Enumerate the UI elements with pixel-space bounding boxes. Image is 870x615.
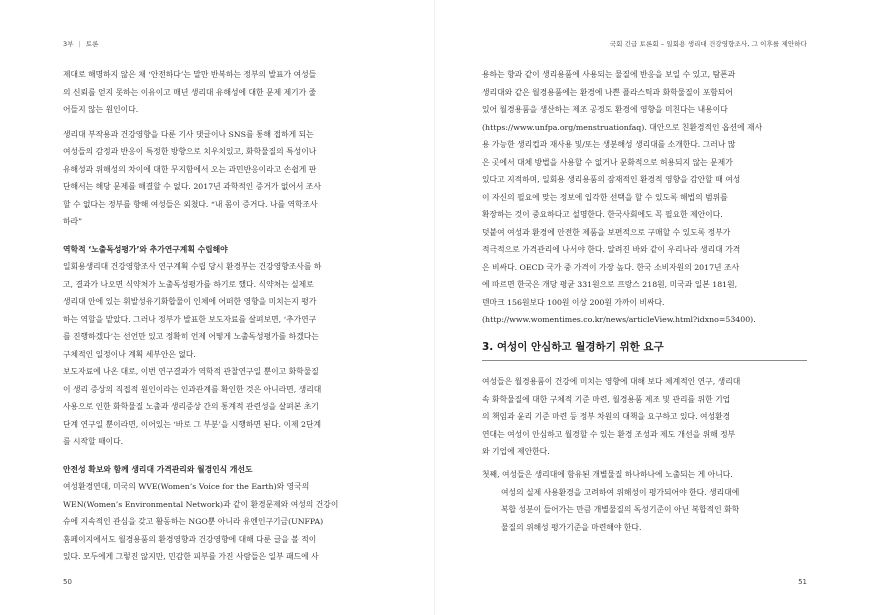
text-line: 여성들은 월경용품이 건강에 미치는 영향에 대해 보다 체계적인 연구, 생리대 (482, 377, 741, 386)
text-line: 속 화학물질에 대한 구체적 기준 마련, 월경용품 제조 및 관리를 위한 기업 (482, 394, 731, 404)
text-line: 복합 성분이 들어가는 만큼 개별물질의 독성기준이 아닌 복합적인 화학 (501, 505, 740, 514)
text-line: 있어 월경용품을 생산하는 제조 공정도 환경에 영향을 미친다는 내용이다 (482, 105, 728, 114)
text-line: 있다. 모두에게 그렇진 않지만, 민감한 피부를 가진 사람들은 일부 패드에 사 (63, 552, 319, 561)
text-line: 이 생리 증상의 직접적 원인이라는 인과관계를 확인한 것은 아니라면, 생리대 (63, 384, 322, 394)
text-line: 생리대 부작용과 건강영향을 다룬 기사 댓글이나 SNS를 통해 접하게 되는 (63, 129, 314, 139)
text-line: 여성환경연대, 미국의 WVE(Women’s Voice for the Earth)와 영국의 (63, 482, 310, 491)
text-line: 여성의 실제 사용환경을 고려하여 위해성이 평가되어야 한다. 생리대에 (501, 487, 740, 497)
text-line: 적극적으로 가격관리에 나서야 한다. 알려진 바와 같이 우리나라 생리대 가격 (482, 245, 741, 254)
heading-gap (63, 451, 388, 461)
text-line: 하는 역할을 맡았다. 그러나 정부가 발표한 보도자료를 살펴보면, ‘추가연구 (63, 314, 317, 324)
text-line: 용 가능한 생리컵과 재사용 및/또는 생분해성 생리대를 소개한다. 그러나 많 (482, 140, 736, 149)
text-line: 고, 결과가 나오면 식약처가 노출독성평가를 하기로 했다. 식약처는 실제로 (63, 279, 314, 289)
left-body-text (63, 66, 388, 566)
running-header-right: 국회 긴급 토론회 – 일회용 생리대 건강영향조사, 그 이후를 제안하다 (609, 40, 807, 48)
text-line: 어들지 않는 원인이다. (63, 105, 139, 114)
text-line: 용하는 향과 같이 생리용품에 사용되는 물질에 반응을 보일 수 있고, 탐폰과 (482, 70, 736, 79)
text-line: 생리대와 같은 월경용품에는 환경에 나쁜 플라스틱과 화학물질이 포함되어 (482, 87, 733, 97)
text-line: WEN(Women’s Environmental Network)과 같이 환경문제와 여성의 건강이 (63, 499, 339, 509)
text-line: 유해성과 위해성의 차이에 대한 무지함에서 오는 과민반응이라고 손쉽게 판 (63, 164, 317, 174)
text-line: 보도자료에 나온 대로, 이번 연구결과가 역학적 관찰연구일 뿐이고 화학물질 (63, 367, 319, 376)
running-header-left (63, 39, 99, 48)
text-line: 와 기업에 제안한다. (482, 447, 550, 456)
section-rule (482, 360, 807, 361)
text-line: 은 비싸다. OECD 국가 중 가격이 가장 높다. 한국 소비자원의 2017년 조사 (482, 262, 740, 272)
heading-gap (63, 231, 388, 241)
text-line: 연대는 여성이 안심하고 월경할 수 있는 환경 조성과 제도 개선을 위해 정부 (482, 429, 736, 439)
page-number-right: 51 (798, 578, 807, 586)
text-line: 제대로 해명하지 않은 채 ‘안전하다’는 말만 반복하는 정부의 발표가 여성들 (63, 70, 317, 79)
text-line: 사용으로 인한 화학물질 노출과 생리증상 간의 통계적 관련성을 살펴본 초기 (63, 402, 319, 411)
text-line: 생리대 안에 있는 휘발성유기화합물이 인체에 어떠한 영향을 미치는지 평가 (63, 297, 317, 306)
page-number-left: 50 (63, 578, 72, 586)
section-label: 토론 (85, 40, 99, 48)
section-title: 3. 여성이 안심하고 월경하기 위한 요구 (482, 341, 664, 353)
text-line: 를 진행하겠다’는 선언만 있고 정확히 언제 어떻게 노출독성평가를 하겠다는 (63, 332, 319, 341)
text-line: 홈페이지에서도 월경용품의 환경영향과 건강영향에 대해 다룬 글을 볼 적이 (63, 534, 317, 544)
text-line: 은 곳에서 대체 방법을 사용할 수 없거나 문화적으로 허용되지 않는 문제가 (482, 157, 733, 167)
paragraph-gap (63, 119, 388, 126)
text-line: 있다고 지적하며, 일회용 생리용품의 잠재적인 환경적 영향을 감안할 때 여성 (482, 175, 741, 184)
text-line: 의 책임과 윤리 기준 마련 등 정부 차원의 대책을 요구하고 있다. 여성환경 (482, 412, 731, 421)
subheading: 역학적 ‘노출독성평가’와 추가연구계획 수립해야 (63, 244, 228, 254)
text-line: 여성들의 감정과 반응이 특정한 방향으로 치우치있고, 화학물질의 특성이나 (63, 147, 317, 156)
text-line: 덧붙여 여성과 환경에 안전한 제품을 보편적으로 구매할 수 있도록 정부가 (482, 227, 731, 237)
section-paragraph (482, 373, 807, 461)
text-line: 첫째, 여성들은 생리대에 함유된 개별물질 하나하나에 노출되는 게 아니다. (482, 470, 733, 479)
part-label: 3부 (63, 40, 74, 48)
text-line: 에 따르면 한국은 개당 평균 331원으로 프랑스 218원, 미국과 일본 181원, (482, 280, 738, 289)
text-line: (https://www.unfpa.org/menstruationfaq). 대안으로 친환경적인 옵션에 재사 (482, 122, 763, 132)
text-line: (http://www.womentimes.co.kr/news/articleView.html?idxno=53400). (482, 315, 756, 324)
text-line: 단계 연구일 뿐이라면, 이어있는 ‘바로 그 부분’을 시행하면 된다. 이제 2단계 (63, 419, 322, 429)
text-line: 물질의 위해성 평가기준을 마련해야 한다. (501, 522, 642, 532)
text-line: 구체적인 일정이나 계획 세부안은 없다. (63, 349, 196, 359)
text-line: 의 신뢰를 얻지 못하는 이유이고 매년 생리대 유해성에 대한 문제 제기가 줄 (63, 87, 317, 97)
numbered-item-first (482, 466, 807, 536)
text-line: 단해서는 해당 문제를 해결할 수 없다. 2017년 과학적인 증거가 없어서 조사 (63, 182, 321, 191)
text-line: 확장하는 것이 중요하다고 설명한다. 한국사회에도 꼭 필요한 제안이다. (482, 210, 723, 219)
text-line: 슈에 지속적인 관심을 갖고 활동하는 NGO뿐 아니라 유엔인구기금(UNFPA) (63, 517, 324, 526)
text-line: 하라” (63, 217, 83, 226)
header-divider: | (78, 40, 81, 48)
text-line: 일회용생리대 건강영향조사 연구계획 수립 당시 환경부는 건강영향조사를 하 (63, 262, 322, 271)
right-body-text (482, 66, 807, 329)
text-line: 할 수 없다는 정부를 향해 여성들은 외쳤다. “내 몸이 증거다. 나를 역학조사 (63, 199, 318, 209)
text-line: 를 시작할 때이다. (63, 437, 124, 446)
text-line: 이 자신의 필요에 맞는 정보에 입각한 선택을 할 수 있도록 해법의 범위를 (482, 192, 728, 202)
right-page (435, 0, 870, 615)
text-line: 덴마크 156원보다 100원 이상 200원 가까이 비싸다. (482, 297, 665, 307)
subheading: 안전성 확보와 함께 생리대 가격관리와 월경인식 개선도 (63, 464, 253, 474)
